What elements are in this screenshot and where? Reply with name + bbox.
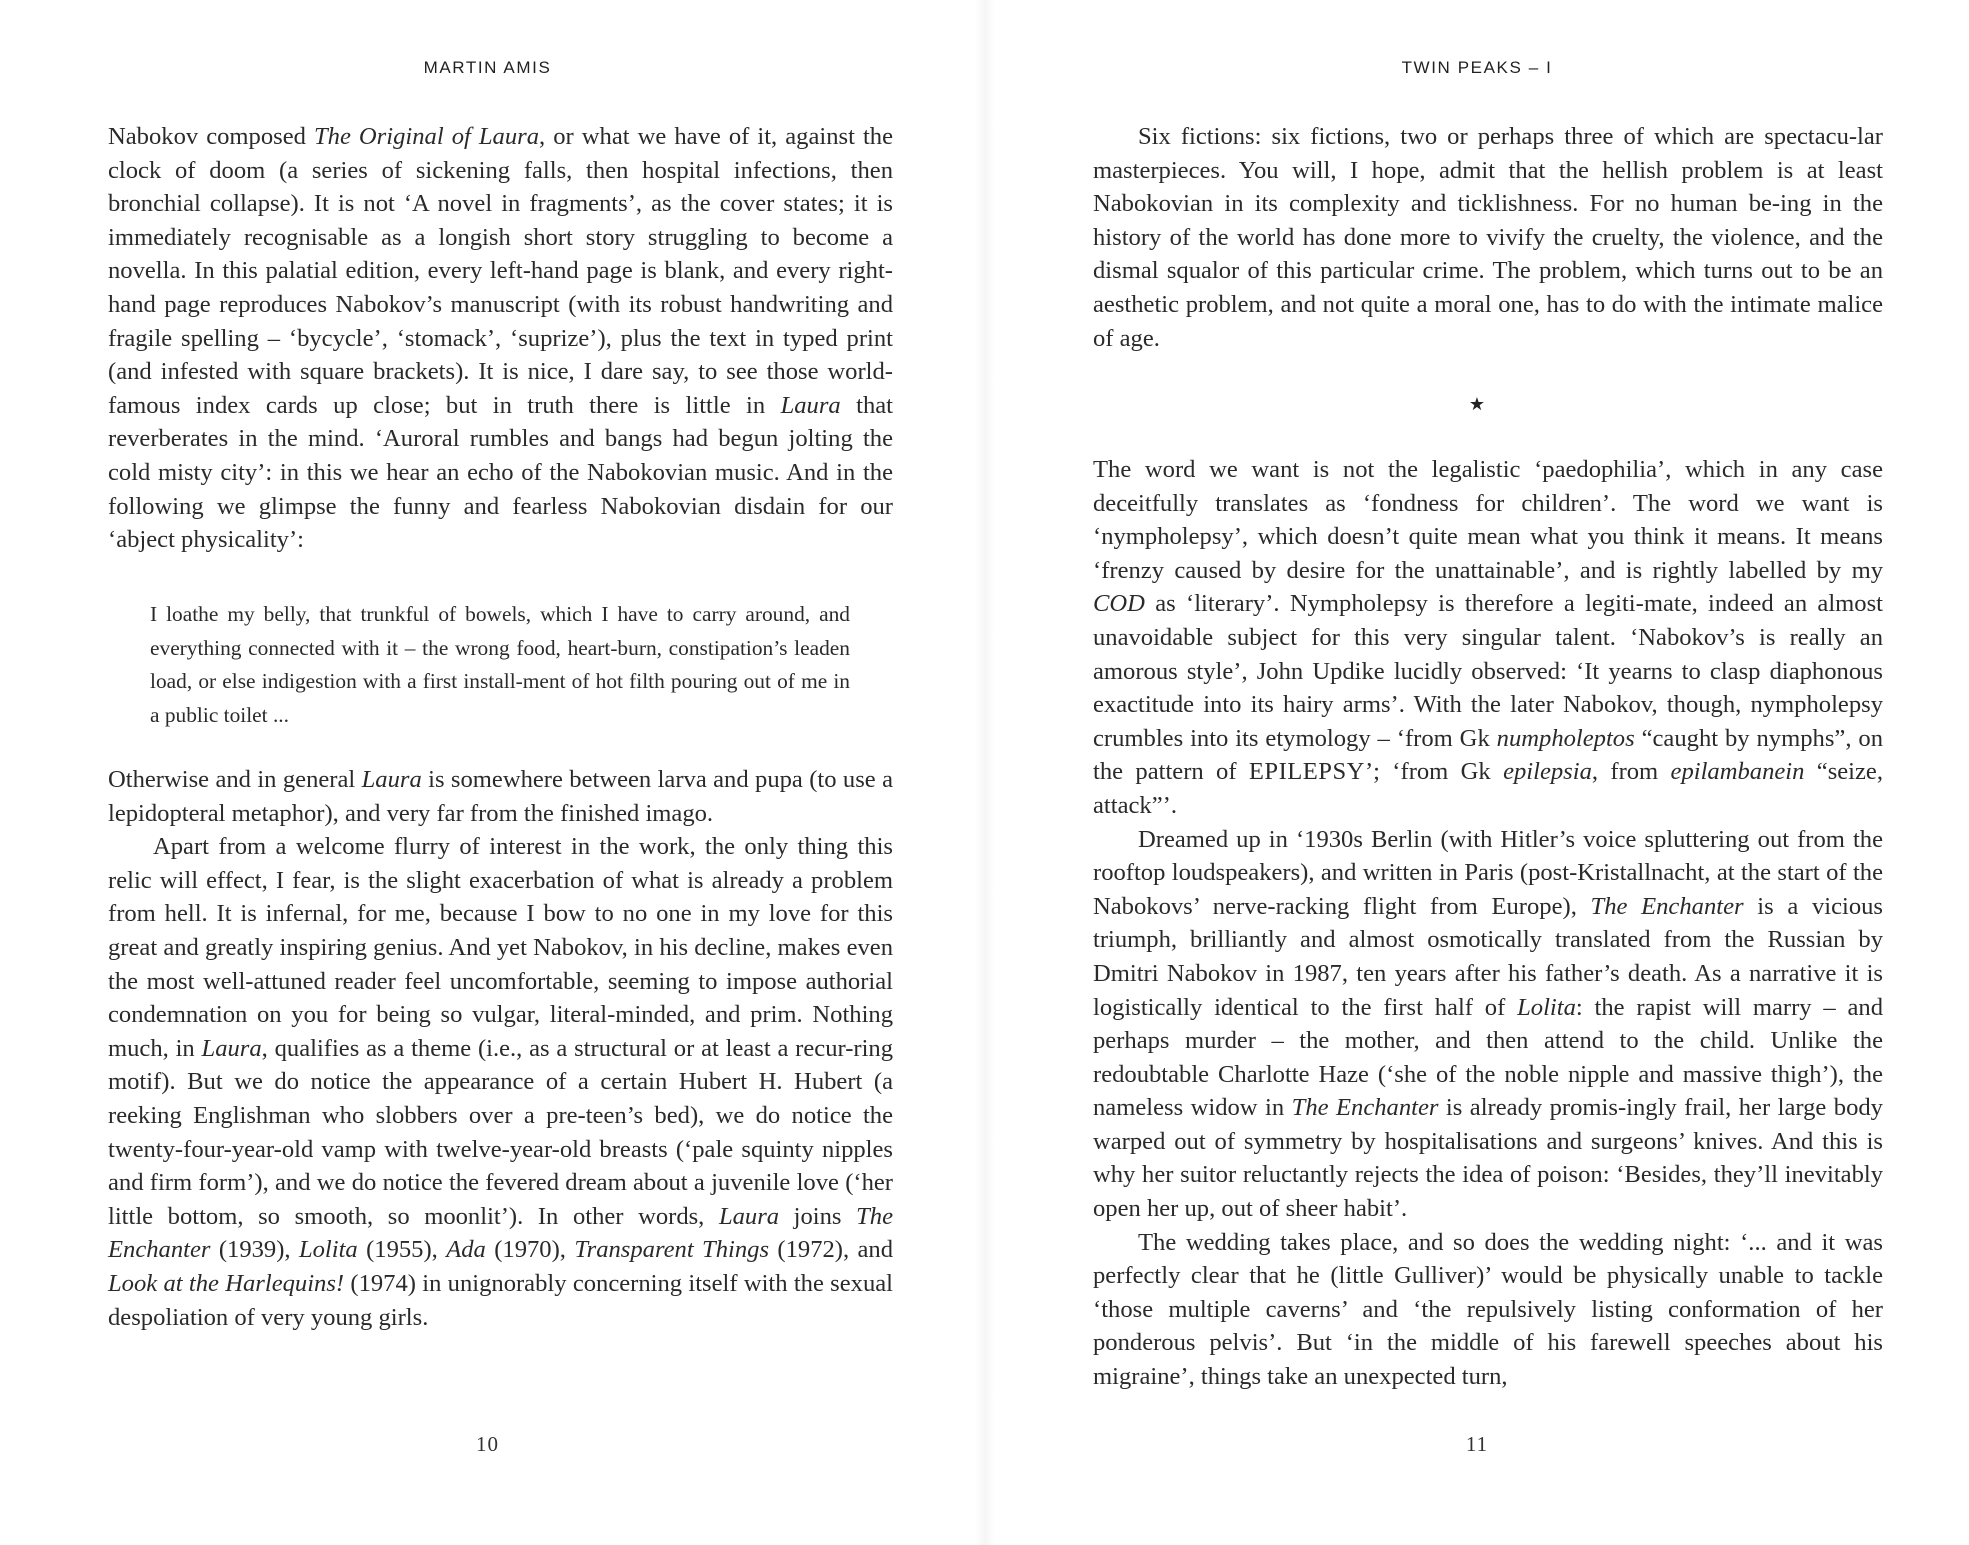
book-title: The Enchanter [108, 1202, 893, 1264]
left-page-number: 10 [476, 1432, 499, 1456]
small-caps-term: EPILEPSY [1248, 758, 1365, 786]
right-page [985, 0, 1969, 1545]
book-title: The Enchanter [1590, 892, 1744, 920]
book-title: Ada [446, 1236, 486, 1264]
book-title: The Original of Laura [313, 123, 540, 150]
right-paragraph-1: Six fictions: six fictions, two or perhaps three of which are spectacu-lar masterpieces. You will, I hope, admit that the hellish problem is at least Nabokovian in its complexity and ticklishness. For no human be-ing in the history of the world has done more to vivify the cruelty, the violence, and the dismal squalor of this particular crime. The problem, which turns out to be an aesthetic problem, and not quite a moral one, has to do with the intimate malice of age. [1093, 123, 1883, 352]
book-title: Laura [201, 1034, 262, 1062]
right-body-text-2 [1093, 453, 1883, 1394]
book-title: Laura [780, 391, 841, 419]
section-break-star: ★ [1468, 394, 1486, 414]
right-body-text [1093, 120, 1883, 355]
greek-term: epilambanein [1670, 758, 1805, 786]
right-paragraph-4: The wedding takes place, and so does the wedding night: ‘... and it was perfectly clear that he (little Gulliver)’ would be physically unable to tackle ‘those multiple caverns’ and ‘the repulsively listing conformation of her ponderous pelvis’. But ‘in the middle of his farewell speeches about his migraine’, things take an unexpected turn, [1093, 1228, 1883, 1391]
left-body-text [108, 120, 893, 557]
right-running-head: TWIN PEAKS – I [1401, 58, 1553, 77]
left-paragraph-1: Nabokov composed The Original of Laura, or what we have of it, against the clock of doom (a series of sickening falls, then hospital infections, then bronchial collapse). It is not ‘A novel in fragments’, as the cover states; it is immediately recognisable as a longish short story struggling to become a novella. In this palatial edition, every left-hand page is blank, and every right-hand page reproduces Nabokov’s manuscript (with its robust handwriting and fragile spelling – ‘bycycle’, ‘stomack’, ‘suprize’), plus the text in typed print (and infested with square brackets). It is nice, I dare say, to see those world-famous index cards up close; but in truth there is little in Laura that reverberates in the mind. ‘Auroral rumbles and bangs had begun jolting the cold misty city’: in this we hear an echo of the Nabokovian music. And in the following we glimpse the funny and fearless Nabokovian disdain for our ‘abject physicality’: [108, 123, 893, 554]
greek-term: numpholeptos [1496, 724, 1635, 752]
left-body-text-2 [108, 763, 893, 1334]
right-paragraph-2: The word we want is not the legalistic ‘paedophilia’, which in any case deceitfully translates as ‘fondness for children’. The word we want is ‘nympholepsy’, which doesn’t quite mean what you think it means. It means ‘frenzy caused by desire for the unattainable’, and is rightly labelled by my COD as ‘literary’. Nympholepsy is therefore a legiti-mate, indeed an almost unavoidable subject for this very singular talent. ‘Nabokov’s is really an amorous style’, John Updike lucidly observed: ‘It yearns to clasp diaphonous exactitude into its hairy arms’. With the later Nabokov, though, nympholepsy crumbles into its etymology – ‘from Gk numpholeptos “caught by nymphs”, on the pattern of EPILEPSY’; ‘from Gk epilepsia, from epilambanein “seize, attack”’. [1093, 456, 1883, 819]
book-title: Transparent Things [574, 1236, 770, 1264]
block-quote: I loathe my belly, that trunkful of bowels, which I have to carry around, and everything connected with it – the wrong food, heart-burn, constipation’s leaden load, or else indigestion with a first install-ment of hot filth pouring out of me in a public toilet ... [150, 602, 850, 727]
right-page-number: 11 [1465, 1432, 1489, 1456]
book-title: Laura [361, 766, 422, 793]
book-title: The Enchanter [1291, 1094, 1439, 1122]
right-paragraph-3: Dreamed up in ‘1930s Berlin (with Hitler’s voice spluttering out from the rooftop loudspeakers), and written in Paris (post-Kristallnacht, at the start of the Nabokovs’ nerve-racking flight from Europe), The Enchanter is a vicious triumph, brilliantly and almost osmotically translated from the Russian by Dmitri Nabokov in 1987, ten years after his father’s death. As a narrative it is logistically identical to the first half of Lolita: the rapist will marry – and perhaps murder – the mother, and then attend to the child. Unlike the redoubtable Charlotte Haze (‘she of the noble nipple and massive thigh’), the nameless widow in The Enchanter is already promis-ingly frail, her large body warped out of symmetry by hospitalisations and surgeons’ knives. And this is why her suitor reluctantly rejects the idea of poison: ‘Besides, they’ll inevitably open her up, out of sheer habit’. [1093, 825, 1883, 1223]
left-paragraph-2: Otherwise and in general Laura is somewhere between larva and pupa (to use a lepidopteral metaphor), and very far from the finished imago. [108, 766, 893, 827]
book-title: Lolita [298, 1236, 358, 1264]
book-title: Lolita [1517, 993, 1576, 1021]
left-paragraph-3: Apart from a welcome flurry of interest in the work, the only thing this relic will effect, I fear, is the slight exacerbation of what is already a problem from hell. It is infernal, for me, because I bow to no one in my love for this great and greatly inspiring genius. And yet Nabokov, in his decline, makes even the most well-attuned reader feel uncomfortable, seeming to impose authorial condemnation on you for being so vulgar, literal-minded, and prim. Nothing much, in Laura, qualifies as a theme (i.e., as a structural or at least a recur-ring motif). But we do notice the appearance of a certain Hubert H. Hubert (a reeking Englishman who slobbers over a pre-teen’s bed), we do notice the twenty-four-year-old vamp with twelve-year-old breasts (‘pale squinty nipples and firm form’), and we do notice the fevered dream about a juvenile love (‘her little bottom, so smooth, so moonlit’). In other words, Laura joins The Enchanter (1939), Lolita (1955), Ada (1970), Transparent Things (1972), and Look at the Harlequins! (1974) in unignorably concerning itself with the sexual despoliation of very young girls. [108, 833, 894, 1331]
left-running-head: MARTIN AMIS [423, 58, 552, 77]
left-page [0, 0, 975, 1545]
book-title: Laura [718, 1202, 780, 1230]
dictionary-abbrev: COD [1093, 590, 1145, 618]
greek-term: epilepsia [1503, 758, 1592, 786]
book-title: Look at the Harlequins! [108, 1269, 345, 1297]
